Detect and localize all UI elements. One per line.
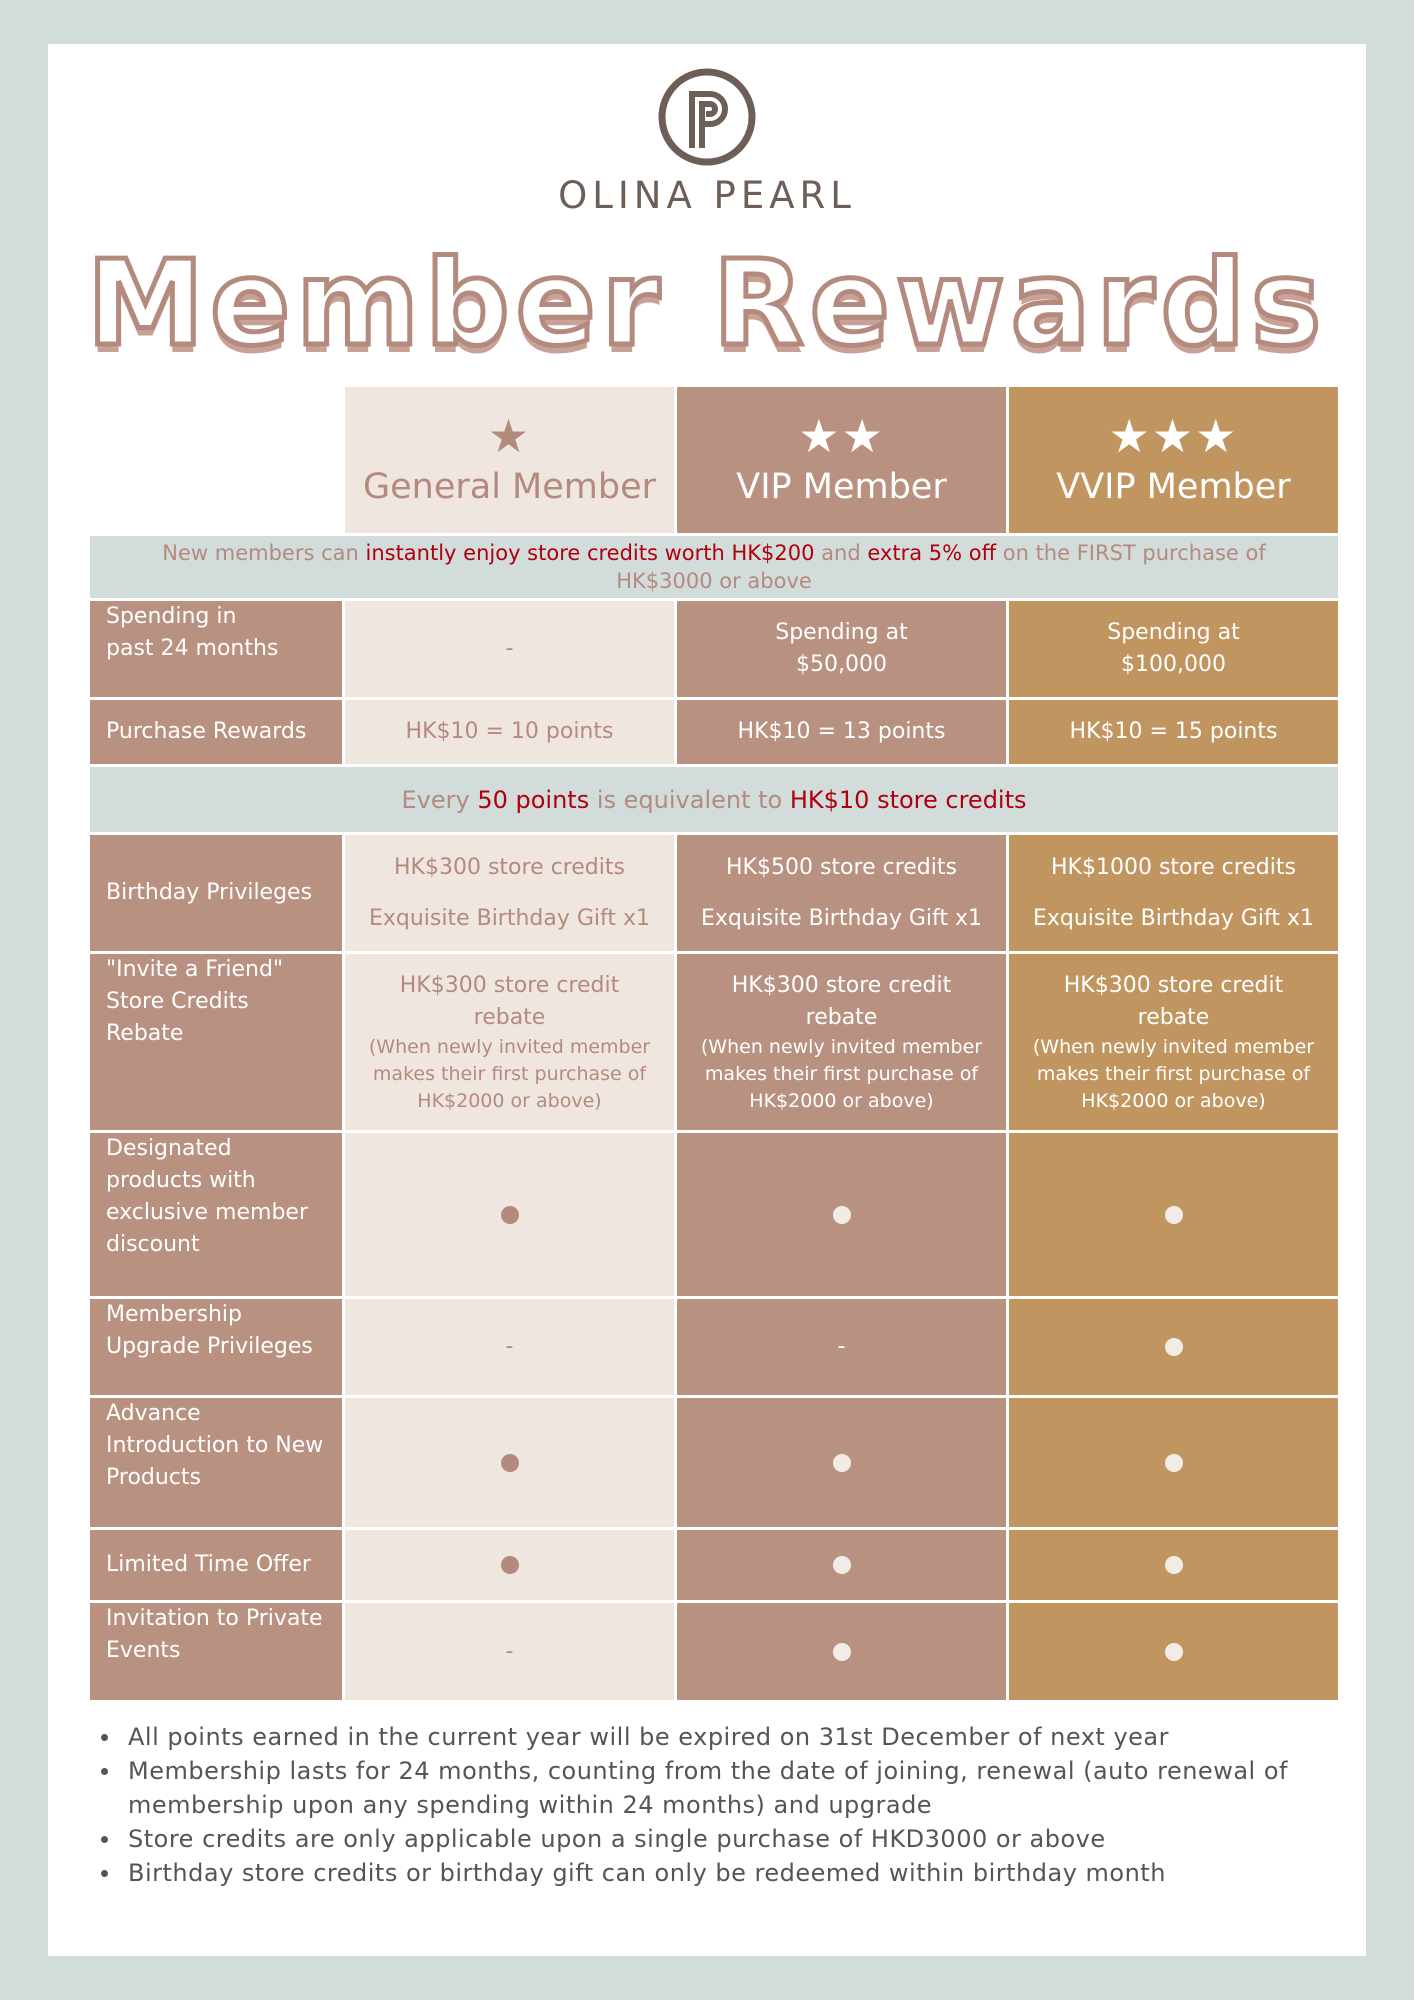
included-dot-icon [501,1454,519,1472]
vvip-value [1009,1133,1338,1296]
vvip-value [1009,954,1338,1130]
star-icon: ★★ [798,409,885,463]
vvip-value [1009,1398,1338,1527]
rebate-line: rebate [1137,1004,1210,1030]
rewards-table [90,387,1338,1700]
vvip-value: HK$10 = 15 points [1009,700,1338,764]
advance-introduction-row [90,1398,1338,1527]
banner-text: and [814,541,868,565]
row-label-line: Upgrade Privileges [106,1334,313,1359]
included-dot-icon [1165,1338,1183,1356]
tier-vvip-header [1009,387,1338,533]
included-dot-icon [833,1643,851,1661]
row-label [90,1299,342,1395]
gift-line: Exquisite Birthday Gift x1 [700,905,983,931]
row-label-line: Designated [106,1136,232,1161]
row-label-line: Invitation to Private [106,1606,323,1631]
included-dot-icon [1165,1643,1183,1661]
terms-notes [90,1720,1368,1890]
banner-text: Every [401,785,478,814]
rebate-line: HK$300 store credit [731,972,952,998]
rebate-line: HK$300 store credit [399,972,620,998]
banner-text: New members can [162,541,366,565]
banner-text: is equivalent to [589,785,790,814]
vip-value [677,1530,1006,1600]
condition-line: HK$2000 or above) [749,1089,934,1112]
included-dot-icon [1165,1206,1183,1224]
note-item: Birthday store credits or birthday gift can only be redeemed within birthday month [128,1856,1368,1890]
banner-text: on the FIRST purchase of HK$3000 or above [616,541,1266,593]
points-banner [90,767,1338,832]
general-value [345,835,674,951]
tier-general-header [345,387,674,533]
condition-line: (When newly invited member [368,1035,651,1058]
star-icon: ★★★ [1108,409,1239,463]
vip-value [677,1133,1006,1296]
row-label: Limited Time Offer [90,1530,342,1600]
condition-line: makes their first purchase of [1036,1062,1311,1085]
gift-line: Exquisite Birthday Gift x1 [1032,905,1315,931]
included-dot-icon [501,1206,519,1224]
value-line: $100,000 [1121,652,1226,677]
vvip-value [1009,1299,1338,1395]
row-label-line: "Invite a Friend" [106,957,284,982]
condition-line: makes their first purchase of [704,1062,979,1085]
banner-highlight: instantly enjoy store credits worth HK$200 [365,541,815,565]
limited-offer-row [90,1530,1338,1600]
included-dot-icon [833,1206,851,1224]
brand-header [48,66,1366,217]
included-dot-icon [833,1454,851,1472]
tier-name: VIP Member [736,467,947,507]
new-member-banner [90,536,1338,598]
row-label-line: Events [106,1638,181,1663]
spending-row [90,601,1338,697]
row-label-line: exclusive member [106,1200,308,1225]
banner-highlight: HK$10 store credits [789,785,1027,814]
designated-products-row [90,1133,1338,1296]
condition-line: HK$2000 or above) [1081,1089,1266,1112]
rewards-card [48,44,1366,1956]
vip-value: - [677,1299,1006,1395]
row-label [90,601,342,697]
general-value: - [345,1299,674,1395]
banner-highlight: 50 points [477,785,590,814]
vip-value [677,1398,1006,1527]
double-p-monogram-icon [656,66,758,168]
tier-name: VVIP Member [1056,467,1291,507]
included-dot-icon [501,1556,519,1574]
vip-value [677,835,1006,951]
new-member-banner-row [90,536,1338,598]
private-events-row [90,1603,1338,1700]
row-label: Birthday Privileges [90,835,342,951]
points-banner-row [90,767,1338,832]
general-value [345,1530,674,1600]
included-dot-icon [1165,1556,1183,1574]
tier-header-row [90,387,1338,533]
row-label [90,954,342,1130]
tier-vip-header [677,387,1006,533]
value-line: Spending at [775,620,908,645]
row-label-line: discount [106,1232,200,1257]
vvip-value [1009,1530,1338,1600]
vip-value [677,954,1006,1130]
row-label-line: Advance [106,1401,201,1426]
row-label [90,1398,342,1527]
general-value: - [345,1603,674,1700]
value-line: $50,000 [796,652,887,677]
condition-line: HK$2000 or above) [417,1089,602,1112]
general-value: - [345,601,674,697]
gift-line: Exquisite Birthday Gift x1 [368,905,651,931]
row-label [90,1133,342,1296]
note-item: Membership lasts for 24 months, counting from the date of joining, renewal (auto renewal of membership upon any spending within 24 months) and upgrade [128,1754,1368,1822]
vvip-value [1009,601,1338,697]
purchase-rewards-row [90,700,1338,764]
invite-friend-row [90,954,1338,1130]
banner-highlight: extra 5% off [867,541,997,565]
vvip-value [1009,1603,1338,1700]
note-item: Store credits are only applicable upon a single purchase of HKD3000 or above [128,1822,1368,1856]
row-label-line: Store Credits [106,989,249,1014]
included-dot-icon [833,1556,851,1574]
credit-line: HK$500 store credits [726,854,957,880]
row-label-line: Introduction to New [106,1433,324,1458]
credit-line: HK$300 store credits [394,854,625,880]
upgrade-privileges-row [90,1299,1338,1395]
tier-name: General Member [362,467,657,507]
note-item: All points earned in the current year will be expired on 31st December of next year [128,1720,1368,1754]
general-value [345,1398,674,1527]
row-label [90,1603,342,1700]
condition-line: (When newly invited member [700,1035,983,1058]
credit-line: HK$1000 store credits [1051,854,1296,880]
general-value: HK$10 = 10 points [345,700,674,764]
rebate-line: HK$300 store credit [1063,972,1284,998]
value-line: Spending at [1107,620,1240,645]
rebate-line: rebate [473,1004,546,1030]
row-label-line: Rebate [106,1021,184,1046]
condition-line: (When newly invited member [1032,1035,1315,1058]
row-label-line: Membership [106,1302,242,1327]
included-dot-icon [1165,1454,1183,1472]
row-label-line: Products [106,1465,201,1490]
row-label-line: products with [106,1168,256,1193]
page-title: Member Rewards [86,234,1328,372]
vip-value [677,1603,1006,1700]
vvip-value [1009,835,1338,951]
general-value [345,1133,674,1296]
row-label: Purchase Rewards [90,700,342,764]
brand-name: OLINA PEARL [558,174,856,217]
vip-value [677,601,1006,697]
condition-line: makes their first purchase of [372,1062,647,1085]
birthday-row [90,835,1338,951]
vip-value: HK$10 = 13 points [677,700,1006,764]
header-spacer [90,387,342,533]
row-label-line: past 24 months [106,636,279,661]
star-icon: ★ [487,409,532,463]
rebate-line: rebate [805,1004,878,1030]
row-label-line: Spending in [106,604,237,629]
general-value [345,954,674,1130]
